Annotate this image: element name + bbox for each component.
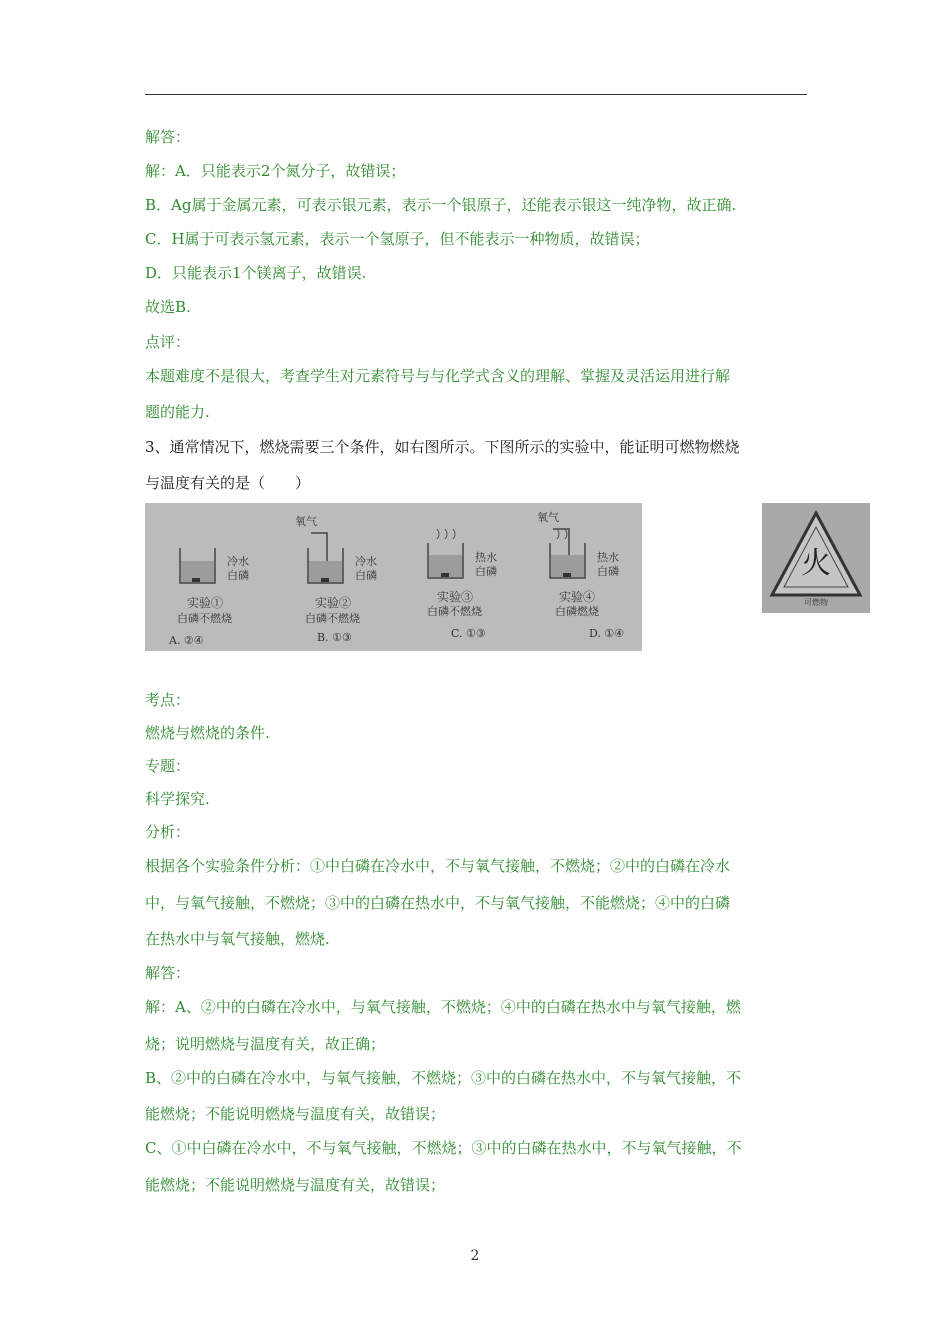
experiment-figure [145,503,642,651]
water-label-3: 热水 [475,551,497,564]
text-line: 分析： [145,823,191,841]
water-label-2: 冷水 [355,555,377,568]
text-line: 点评： [145,333,191,351]
substance-label-2: 白磷 [355,569,377,582]
water-label-4: 热水 [597,551,619,564]
text-line: 烧；说明燃烧与温度有关，故正确； [145,1035,386,1053]
text-line: 燃烧与燃烧的条件. [145,724,270,742]
triangle-bottom-label: 可燃物 [804,598,828,607]
text-line: B．Ag属于金属元素，可表示银元素，表示一个银原子，还能表示银这一纯净物，故正确. [145,196,737,214]
text-line: D．只能表示1个镁离子，故错误. [145,264,367,282]
text-line: C．H属于可表示氢元素，表示一个氢原子，但不能表示一种物质，故错误； [145,230,650,248]
text-line: 题的能力. [145,403,210,421]
text-line: 解答： [145,964,191,982]
text-line: 能燃烧；不能说明燃烧与温度有关，故错误； [145,1105,446,1123]
experiment-title-2: 实验② [315,596,352,610]
text-line: 中，与氧气接触，不燃烧；③中的白磷在热水中，不与氧气接触，不能燃烧；④中的白磷 [145,894,731,912]
page-number: 2 [470,1248,480,1264]
phosphorus-1 [192,578,200,582]
phosphorus-2 [321,578,329,582]
text-line: 解：A、②中的白磷在冷水中，与氧气接触，不燃烧；④中的白磷在热水中与氧气接触，燃 [145,998,741,1016]
text-line: 在热水中与氧气接触，燃烧. [145,930,330,948]
header-rule [145,94,807,95]
text-line: B、②中的白磷在冷水中，与氧气接触，不燃烧；③中的白磷在热水中，不与氧气接触，不 [145,1069,742,1087]
phosphorus-3 [441,573,449,577]
text-line: 解答： [145,128,191,146]
gas-label-4: 氧气 [537,511,559,524]
text-line: C、①中白磷在冷水中，不与氧气接触，不燃烧；③中的白磷在热水中，不与氧气接触，不 [145,1139,742,1157]
gas-label-2: 氧气 [295,515,317,528]
option-d: D. ①④ [589,627,625,640]
option-b: B. ①③ [317,631,352,644]
text-line: 与温度有关的是（ ） [145,474,311,492]
phosphorus-4 [563,573,571,577]
text-line: 故选B. [145,298,191,316]
text-line: 能燃烧；不能说明燃烧与温度有关，故错误； [145,1176,446,1194]
substance-label-3: 白磷 [475,565,497,578]
experiment-result-2: 白磷不燃烧 [305,612,360,625]
option-c: C. ①③ [451,627,486,640]
experiment-title-1: 实验① [187,596,224,610]
water-label-1: 冷水 [227,555,249,568]
experiment-result-3: 白磷不燃烧 [427,605,482,618]
text-line: 本题难度不是很大，考查学生对元素符号与与化学式含义的理解、掌握及灵活运用进行解 [145,367,731,385]
experiment-result-4: 白磷燃烧 [555,605,599,618]
text-line: 根据各个实验条件分析：①中白磷在冷水中，不与氧气接触，不燃烧；②中的白磷在冷水 [145,857,731,875]
text-line: 专题： [145,757,191,775]
fire-triangle-figure [762,503,870,613]
triangle-center-label: 火 [801,546,831,581]
text-line: 科学探究. [145,790,210,808]
substance-label-4: 白磷 [597,565,619,578]
experiment-title-3: 实验③ [437,590,474,604]
experiment-result-1: 白磷不燃烧 [177,612,232,625]
substance-label-1: 白磷 [227,569,249,582]
text-line: 3、通常情况下，燃烧需要三个条件，如右图所示。下图所示的实验中，能证明可燃物燃烧 [145,438,740,456]
text-line: 考点： [145,691,191,709]
experiment-title-4: 实验④ [559,590,596,604]
option-a: A. ②④ [169,634,204,647]
text-line: 解：A．只能表示2个氮分子，故错误； [145,162,406,180]
